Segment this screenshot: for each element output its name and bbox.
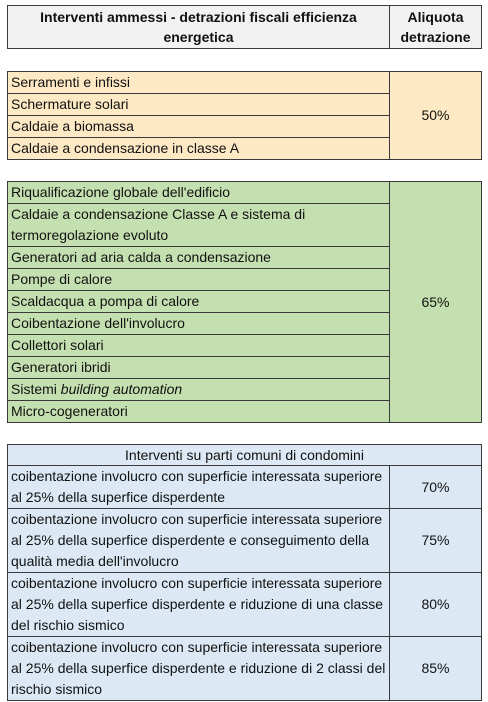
rate-cell: 70% bbox=[390, 466, 482, 509]
header-aliquota: Aliquota detrazione bbox=[390, 6, 482, 49]
caption-row bbox=[8, 445, 482, 466]
rate-cell: 65% bbox=[390, 182, 482, 423]
list-item: Caldaie a biomassa bbox=[8, 116, 390, 138]
table-row bbox=[8, 573, 482, 637]
header-row bbox=[8, 6, 482, 49]
row-description: coibentazione involucro con superficie interessata superiore al 25% della superfice disperdente e riduzione di 2 classi del rischio sismico bbox=[8, 637, 390, 701]
table-row bbox=[8, 509, 482, 573]
list-item: Scaldacqua a pompa di calore bbox=[8, 291, 390, 313]
condomini-caption: Interventi su parti comuni di condomini bbox=[8, 445, 482, 466]
table-row bbox=[8, 182, 482, 204]
table-row bbox=[8, 72, 482, 94]
list-item: Generatori ad aria calda a condensazione bbox=[8, 247, 390, 269]
row-description: coibentazione involucro con superficie interessata superiore al 25% della superfice disperdente e riduzione di una classe del rischio sismico bbox=[8, 573, 390, 637]
list-item: Collettori solari bbox=[8, 335, 390, 357]
list-item: Serramenti e infissi bbox=[8, 72, 390, 94]
group-65-table bbox=[7, 181, 482, 423]
condomini-table bbox=[7, 444, 482, 701]
list-item: Caldaie a condensazione Classe A e sistema di termoregolazione evoluto bbox=[8, 204, 390, 247]
row-description: coibentazione involucro con superficie interessata superiore al 25% della superfice disperdente bbox=[8, 466, 390, 509]
list-item: Pompe di calore bbox=[8, 269, 390, 291]
header-interventi: Interventi ammessi - detrazioni fiscali efficienza energetica bbox=[8, 6, 390, 49]
list-item-text: Sistemi bbox=[11, 381, 61, 397]
group-50-table bbox=[7, 71, 482, 160]
list-item: Generatori ibridi bbox=[8, 357, 390, 379]
list-item bbox=[8, 379, 390, 401]
header-table bbox=[7, 5, 482, 49]
rate-cell: 80% bbox=[390, 573, 482, 637]
list-item: Micro-cogeneratori bbox=[8, 401, 390, 423]
list-item: Caldaie a condensazione in classe A bbox=[8, 138, 390, 160]
list-item: Schermature solari bbox=[8, 94, 390, 116]
rate-cell: 85% bbox=[390, 637, 482, 701]
row-description: coibentazione involucro con superficie interessata superiore al 25% della superfice disperdente e conseguimento della qualità media dell'involucro bbox=[8, 509, 390, 573]
list-item-italic: building automation bbox=[60, 381, 183, 397]
rate-cell: 50% bbox=[390, 72, 482, 160]
list-item: Coibentazione dell'involucro bbox=[8, 313, 390, 335]
table-row bbox=[8, 466, 482, 509]
table-row bbox=[8, 637, 482, 701]
rate-cell: 75% bbox=[390, 509, 482, 573]
list-item: Riqualificazione globale dell'edificio bbox=[8, 182, 390, 204]
